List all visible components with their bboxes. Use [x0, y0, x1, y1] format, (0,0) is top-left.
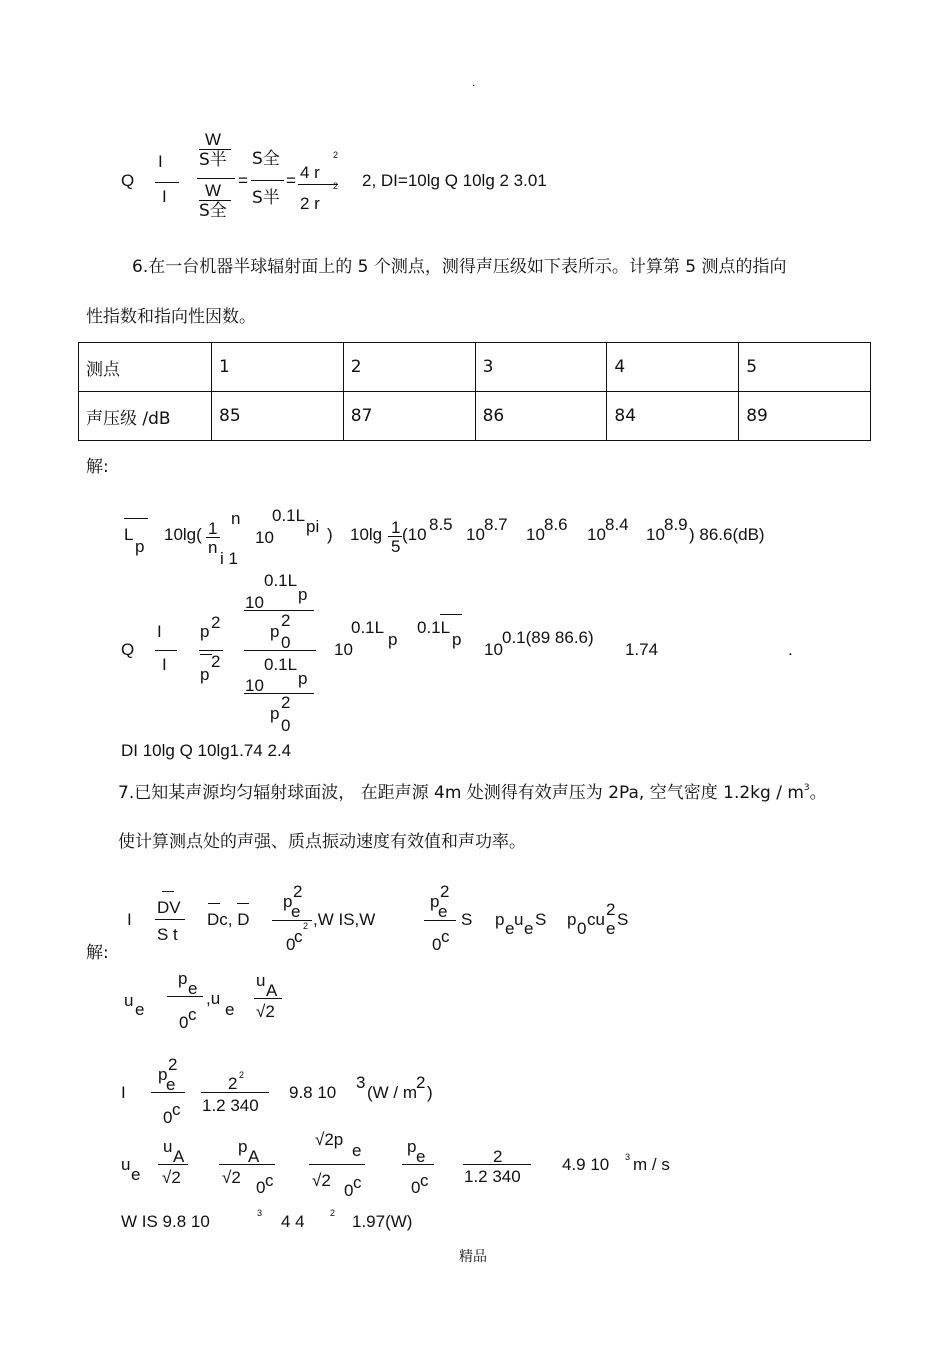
eq8-s3: √2p [315, 1130, 344, 1149]
problem7-line1-end: 。 [809, 783, 827, 803]
eq5-p0-sub: 0 [577, 919, 587, 938]
eq1-I-bot: I [162, 187, 167, 206]
eq2-b2: 10 [466, 525, 485, 544]
eq2-overbar [124, 518, 148, 519]
eq7-unit-sup: 2 [416, 1073, 426, 1092]
eq8-c4: c [420, 1171, 429, 1190]
eq7-p-sup: 2 [168, 1055, 178, 1074]
eq3-bar-i [155, 650, 177, 651]
eq7-num: 2 [228, 1074, 238, 1093]
eq1-Q: Q [121, 171, 135, 190]
eq8-c2-sub: 0 [256, 1178, 266, 1197]
eq5-pe2-sub: e [438, 902, 448, 921]
eq3-bar-p [199, 650, 223, 651]
eq3-x1p: p [388, 630, 398, 649]
eq5-p0: p [567, 910, 577, 929]
eq6-rc: c [188, 1005, 197, 1024]
table-header-row [79, 343, 871, 392]
eq6-mid: ,u [206, 989, 221, 1008]
eq8-bar-den [463, 1164, 531, 1165]
eq8-u: u [121, 1155, 131, 1174]
eq1-tail: 2, DI=10lg Q 10lg 2 3.01 [362, 171, 547, 190]
eq7-I: I [121, 1083, 126, 1102]
table-cell: 声压级 /dB [79, 392, 212, 441]
eq7-res-sup: 3 [356, 1073, 366, 1092]
eq5-pe: p [283, 892, 293, 911]
eq5-S3: S [617, 910, 629, 929]
eq3-p-sup: 2 [211, 613, 221, 632]
eq3-n-sub: 0 [281, 633, 291, 652]
eq3-d-sup: 2 [281, 693, 291, 712]
eq8-pe: p [407, 1137, 417, 1156]
eq3-Q: Q [121, 640, 135, 659]
eq7-bar-num [201, 1092, 269, 1093]
eq5-pe3-sub: e [505, 919, 515, 938]
eq3-result: 1.74 [625, 640, 659, 659]
eq5-overbar-D [162, 891, 174, 892]
eq6-uA: u [256, 971, 266, 990]
problem6-line2: 性指数和指向性因数。 [86, 307, 256, 327]
eq7-unit-close: ) [427, 1083, 433, 1102]
eq1-bar-r [298, 184, 338, 185]
eq2-e3: 8.6 [544, 515, 568, 534]
eq1-eq-a: = [238, 171, 248, 190]
eq3-x3: 0.1(89 86.6) [502, 628, 594, 647]
eq6-bar-uA [254, 998, 282, 999]
eq8-bar-s3 [309, 1164, 365, 1165]
eq9-sup2: 2 [330, 1208, 336, 1218]
eq3-I-top: I [157, 622, 162, 641]
eq2-b4: 10 [587, 525, 606, 544]
eq1-bar-i [155, 182, 179, 183]
eq2-ten: 10 [255, 528, 274, 547]
eq5-u-sub: e [524, 919, 534, 938]
eq5-overbar-D2 [237, 903, 249, 904]
eq3-n-p2: p [270, 622, 280, 641]
eq3-d-p: p [298, 669, 308, 688]
eq5-pe-sub: e [291, 902, 301, 921]
eq1-sup-b: 2 [333, 181, 339, 191]
eq5-cu-sup: 2 [606, 900, 616, 919]
eq7-c: c [172, 1100, 181, 1119]
eq5-rc2-sub: 0 [432, 935, 442, 954]
eq3-x2p: p [452, 630, 462, 649]
eq2-p: p [135, 537, 145, 556]
eq3-bar-main [244, 650, 316, 651]
eq8-pe-sub: e [416, 1147, 426, 1166]
table-cell: 1 [212, 343, 344, 392]
problem7-solution-label: 解: [86, 943, 109, 963]
eq8-bar-pe [402, 1164, 434, 1165]
eq3-n-sup: 2 [281, 611, 291, 630]
eq8-pA: p [238, 1137, 248, 1156]
table-cell: 87 [343, 392, 475, 441]
eq5-S2: S [535, 910, 547, 929]
eq1-bar-s [251, 180, 284, 181]
table-row [79, 392, 871, 441]
eq5-rc2: c [441, 927, 450, 946]
eq2-e1: 8.5 [429, 515, 453, 534]
eq8-c2: c [265, 1171, 274, 1190]
problem7-line1-text: 7.已知某声源均匀辐射球面波， 在距声源 4m 处测得有效声压为 2Pa, 空气密度 1.2kg / m [118, 783, 804, 803]
eq9-text: W IS 9.8 10 [121, 1212, 210, 1231]
eq5-pe3: p [495, 910, 505, 929]
eq1-s-half-b: S半 [252, 188, 280, 208]
eq3-n-exp: 0.1L [264, 571, 298, 590]
eq7-result: 9.8 10 [289, 1083, 337, 1102]
sound-level-table [78, 342, 871, 441]
eq3-d-ten: 10 [245, 676, 264, 695]
eq2-lg2: 10lg [350, 525, 383, 544]
eq2-n-top: n [231, 509, 241, 528]
eq6-rc-sub: 0 [179, 1013, 189, 1032]
eq6-bar-pe [167, 996, 203, 997]
table-cell: 85 [212, 392, 344, 441]
eq3-ten2: 10 [484, 640, 503, 659]
eq5-mid: ,W IS,W [313, 910, 376, 929]
eq7-unit: (W / m [367, 1083, 418, 1102]
eq5-pe2-sup: 2 [440, 882, 450, 901]
eq3-bar-den [244, 693, 314, 694]
eq5-bar-pe2 [424, 920, 456, 921]
eq7-c-sub: 0 [163, 1108, 173, 1127]
eq3-x1: 0.1L [351, 618, 385, 637]
eq2-f5: 5 [391, 537, 401, 556]
eq8-unit: m / s [633, 1155, 670, 1174]
eq1-s-full-a: S全 [252, 149, 280, 169]
eq2-i-eq: i 1 [220, 549, 238, 568]
eq1-w1: W [205, 130, 222, 149]
eq1-2r: 2 r [300, 194, 320, 213]
eq3-n-ten: 10 [245, 593, 264, 612]
page-footer: 精品 [459, 1249, 487, 1265]
eq2-exp: 0.1L [272, 506, 306, 525]
table-cell: 4 [607, 343, 739, 392]
eq3-p-bot: p [200, 665, 210, 684]
problem6-solution-label: 解: [86, 457, 109, 477]
eq8-s2: √2 [222, 1168, 241, 1187]
eq8-result: 4.9 10 [562, 1155, 610, 1174]
eq2-b3: 10 [526, 525, 545, 544]
eq3-d-sub: 0 [281, 716, 291, 735]
eq8-uA: u [163, 1137, 173, 1156]
eq1-sup-a: 2 [333, 150, 339, 160]
eq8-c4-sub: 0 [411, 1178, 421, 1197]
eq5-rc: c [294, 927, 303, 946]
eq9-end: 1.97(W) [352, 1212, 413, 1231]
table-cell: 84 [607, 392, 739, 441]
table-cell: 测点 [79, 343, 212, 392]
eq8-s1: √2 [162, 1168, 181, 1187]
eq5-u: u [514, 910, 524, 929]
eq3-I-bot: I [162, 655, 167, 674]
eq7-num-sup: 2 [239, 1070, 245, 1080]
table-cell: 89 [739, 392, 871, 441]
eq8-c3-sub: 0 [344, 1181, 354, 1200]
eq1-s-full: S全 [199, 201, 227, 221]
eq1-w2: W [205, 181, 222, 200]
eq5-S: S [461, 910, 473, 929]
header-dot: . [472, 75, 476, 89]
table-cell: 86 [475, 392, 607, 441]
problem7-line1 [118, 785, 827, 802]
eq1-bar-main [197, 178, 235, 179]
eq2-b1: (10 [402, 525, 427, 544]
eq7-den: 1.2 340 [202, 1096, 259, 1115]
eq5-bar-dv [155, 919, 185, 920]
table-cell: 2 [343, 343, 475, 392]
eq1-I-top: I [158, 152, 163, 171]
table-cell: 3 [475, 343, 607, 392]
eq3-x2: 0.1L [417, 618, 451, 637]
eq8-u-sub: e [131, 1165, 141, 1184]
eq2-b5: 10 [646, 525, 665, 544]
eq9-mid: 4 4 [281, 1212, 305, 1231]
eq5-Dc: Dc, D [207, 910, 250, 929]
eq6-mid-sub: e [225, 1000, 235, 1019]
problem6-line1: 6.在一台机器半球辐射面上的 5 个测点，测得声压级如下表所示。计算第 5 测点的指向 [132, 257, 787, 277]
eq5-pe2: p [430, 892, 440, 911]
equation-directivity-index: DI 10lg Q 10lg1.74 2.4 [121, 741, 292, 760]
eq8-uA-sub: A [173, 1147, 185, 1166]
eq6-sqrt2: √2 [256, 1002, 275, 1021]
eq2-f1: 1 [391, 518, 401, 537]
eq8-bar-uA [158, 1164, 188, 1165]
eq2-pi: pi [306, 517, 320, 536]
eq1-eq-b: = [286, 171, 296, 190]
eq3-d-p2: p [270, 704, 280, 723]
eq5-DV: DV [157, 898, 181, 917]
eq8-s4: √2 [312, 1171, 331, 1190]
eq6-u-sub: e [135, 1000, 145, 1019]
eq7-bar-p [151, 1092, 185, 1093]
eq6-uA-sub: A [266, 981, 278, 1000]
eq2-n-bot: n [208, 538, 218, 557]
eq2-e4: 8.4 [605, 515, 629, 534]
eq7-p: p [158, 1065, 168, 1084]
eq2-lg: 10lg( [164, 525, 202, 544]
eq8-res-sup: 3 [625, 1152, 631, 1162]
eq2-one: 1 [208, 519, 218, 538]
eq3-d-exp: 0.1L [264, 655, 298, 674]
eq8-pA-sub: A [248, 1147, 260, 1166]
eq5-pe-sup: 2 [293, 882, 303, 901]
eq9-sup1: 3 [257, 1208, 263, 1218]
eq1-s-half: S半 [199, 150, 227, 170]
eq5-rc-sub: 0 [286, 935, 296, 954]
eq3-n-p: p [298, 585, 308, 604]
problem7-line2: 使计算测点处的声强、质点振动速度有效值和声功率。 [118, 832, 526, 852]
eq3-overbar-L [440, 614, 462, 615]
eq2-close: ) [327, 525, 333, 544]
eq8-c3: c [353, 1173, 362, 1192]
eq2-e5: 8.9 [664, 515, 688, 534]
eq6-pe: p [178, 969, 188, 988]
table-cell: 5 [739, 343, 871, 392]
eq5-I: I [127, 910, 132, 929]
eq6-u: u [124, 991, 134, 1010]
eq1-4r: 4 r [300, 163, 320, 182]
eq6-pe-sub: e [188, 979, 198, 998]
eq2-L: L [124, 525, 134, 544]
eq3-ten: 10 [334, 640, 353, 659]
eq3-p-top: p [200, 622, 210, 641]
eq3-p-sup2: 2 [211, 652, 221, 671]
eq8-bar-pA [219, 1164, 275, 1165]
eq5-cu-sub: e [606, 919, 616, 938]
eq5-rc-sup: 2 [303, 921, 309, 931]
problem7-line1-sup: 3 [803, 783, 810, 793]
eq2-e2: 8.7 [484, 515, 508, 534]
eq3-bar-num [244, 610, 314, 611]
eq5-overbar-Dc [208, 903, 220, 904]
eq8-den: 1.2 340 [464, 1167, 521, 1186]
eq2-result: ) 86.6(dB) [689, 525, 765, 544]
eq7-p-sub: e [166, 1075, 176, 1094]
eq8-s3-sub: e [352, 1141, 362, 1160]
eq5-cu: cu [587, 910, 605, 929]
eq3-dot: . [788, 640, 793, 659]
eq5-St: S t [157, 925, 178, 944]
eq8-two: 2 [493, 1147, 503, 1166]
